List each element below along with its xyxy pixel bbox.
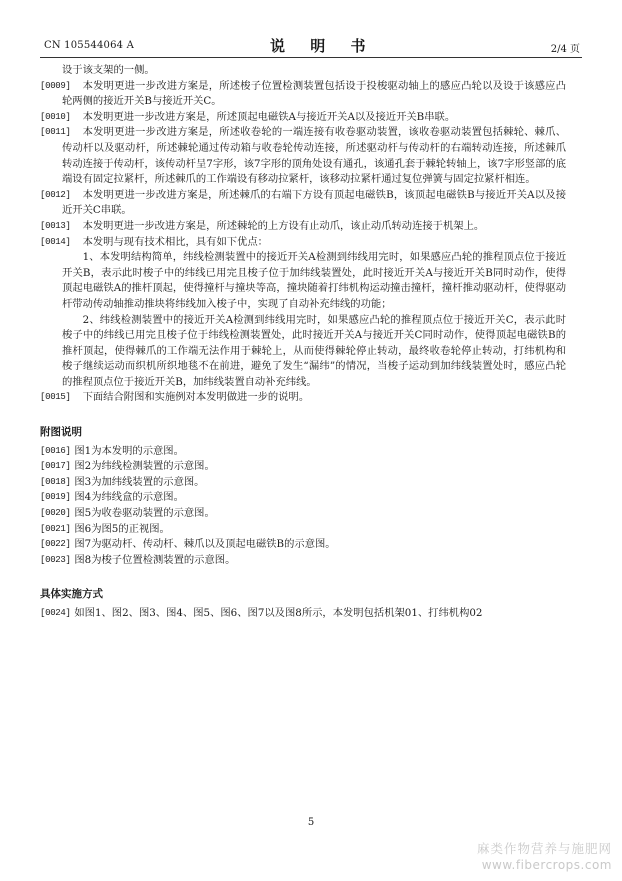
document-body bbox=[40, 63, 566, 622]
paragraph-number: [0016] bbox=[40, 445, 71, 456]
document-title: 说 明 书 bbox=[270, 37, 376, 55]
figure-caption-text: 图3为加纬线装置的示意图。 bbox=[74, 475, 205, 488]
paragraph-text: 本发明更进一步改进方案是，所述梭子位置检测装置包括设于投梭驱动轴上的感应凸轮以及设于该感应凸轮两侧的接近开关B与接近开关C。 bbox=[62, 79, 566, 108]
paragraph-number: [0023] bbox=[40, 554, 71, 565]
figure-caption-text: 图4为纬线盒的示意图。 bbox=[74, 491, 184, 504]
figure-caption-0016 bbox=[40, 444, 566, 460]
advantage-item-1: 1、本发明结构简单，纬线检测装置中的接近开关A检测到纬线用完时，如果感应凸轮的推程顶点位于接近开关B，表示此时梭子中的纬线已用完且梭子位于加纬线装置处，此时接近开关A与接近开关B同时动作，使得顶起电磁铁A的推杆顶起，使得撞杆与撞块等高，撞块随着打纬机构运动撞击撞杆，撞杆推动驱动杆，使得驱动杆带动传动轴推动推块将纬线加入梭子中，实现了自动补充纬线的功能； bbox=[62, 251, 566, 310]
paragraph-number: [0012] bbox=[40, 189, 71, 200]
watermark-title: 麻类作物营养与施肥网 bbox=[476, 841, 612, 856]
figure-caption-0023 bbox=[40, 553, 566, 569]
paragraph-number: [0014] bbox=[40, 236, 71, 247]
paragraph-text: 本发明更进一步改进方案是，所述收卷轮的一端连接有收卷驱动装置，该收卷驱动装置包括棘轮、棘爪、传动杆以及驱动杆，所述棘轮通过传动箱与收卷轮传动连接，所述驱动杆与传动杆的右端转动连接，所述棘爪转动连接于传动杆，该传动杆呈7字形，该7字形的顶角处设有通孔，该通孔套于棘轮转轴上，该7字形竖部的底端设有固定拉紧杆，所述棘爪的工作端设有移动拉紧杆，该移动拉紧杆通过复位弹簧与固定拉紧杆相连。 bbox=[62, 126, 566, 186]
paragraph-0024 bbox=[40, 606, 566, 622]
header-divider bbox=[40, 57, 582, 58]
paragraph-number: [0022] bbox=[40, 539, 71, 550]
paragraph-number: [0010] bbox=[40, 111, 71, 122]
paragraph-0011 bbox=[40, 125, 566, 187]
watermark-url: www.fibercrops.com bbox=[481, 858, 612, 872]
paragraph-number: [0018] bbox=[40, 476, 71, 487]
paragraph-0014 bbox=[40, 235, 566, 391]
paragraph-0013 bbox=[40, 219, 566, 235]
paragraph-number: [0009] bbox=[40, 80, 71, 91]
paragraph-0015 bbox=[40, 390, 566, 406]
figure-caption-0021 bbox=[40, 522, 566, 538]
paragraph-number: [0019] bbox=[40, 492, 71, 503]
paragraph-text: 如图1、图2、图3、图4、图5、图6、图7以及图8所示，本发明包括机架01、打纬机构02 bbox=[74, 607, 483, 619]
figure-caption-0017 bbox=[40, 459, 566, 475]
figure-caption-0022 bbox=[40, 537, 566, 553]
paragraph-0010 bbox=[40, 110, 566, 126]
paragraph-text: 下面结合附图和实施例对本发明做进一步的说明。 bbox=[82, 391, 310, 404]
paragraph-0012 bbox=[40, 188, 566, 219]
paragraph-text: 本发明与现有技术相比，具有如下优点： bbox=[82, 235, 268, 248]
figure-caption-0020 bbox=[40, 506, 566, 522]
paragraph-number: [0011] bbox=[40, 127, 71, 138]
patent-number: CN 105544064 A bbox=[44, 40, 135, 51]
paragraph-text: 设于该支架的一侧。 bbox=[62, 64, 155, 76]
intro-paragraph bbox=[62, 63, 566, 79]
paragraph-0009 bbox=[40, 79, 566, 110]
paragraph-number: [0015] bbox=[40, 392, 71, 403]
figures-heading: 附图说明 bbox=[40, 426, 82, 439]
page-number: 5 bbox=[307, 817, 315, 828]
paragraph-text: 本发明更进一步改进方案是，所述顶起电磁铁A与接近开关A以及接近开关B串联。 bbox=[82, 110, 456, 123]
paragraph-number: [0021] bbox=[40, 523, 71, 534]
paragraph-text: 本发明更进一步改进方案是，所述棘轮的上方设有止动爪，该止动爪转动连接于机架上。 bbox=[82, 219, 485, 232]
figure-caption-text: 图2为纬线检测装置的示意图。 bbox=[74, 460, 215, 473]
figure-caption-text: 图8为梭子位置检测装置的示意图。 bbox=[74, 553, 236, 566]
embodiment-heading: 具体实施方式 bbox=[40, 588, 103, 601]
figure-caption-text: 图5为收卷驱动装置的示意图。 bbox=[74, 507, 215, 520]
figure-caption-text: 图7为驱动杆、传动杆、棘爪以及顶起电磁铁B的示意图。 bbox=[74, 538, 336, 551]
page-indicator: 2/4 页 bbox=[550, 44, 580, 55]
paragraph-number: [0017] bbox=[40, 461, 71, 472]
figure-caption-text: 图6为图5的正视图。 bbox=[74, 522, 170, 535]
paragraph-text: 本发明更进一步改进方案是，所述棘爪的右端下方设有顶起电磁铁B，该顶起电磁铁B与接近开关A以及接近开关C串联。 bbox=[62, 188, 566, 217]
figure-caption-0019 bbox=[40, 490, 566, 506]
advantage-item-2: 2、纬线检测装置中的接近开关A检测到纬线用完时，如果感应凸轮的推程顶点位于接近开关C，表示此时梭子中的纬线已用完且梭子位于纬线检测装置处，此时接近开关A与接近开关C同时动作，使得顶起电磁铁B的推杆顶起，使得棘爪的工作端无法作用于棘轮上，从而使得棘轮停止转动，最终收卷轮停止转动，打纬机构和梭子继续运动而织机所织地毯不在前进，避免了发生“漏纬”的情况，当梭子运动到加纬线装置处时，感应凸轮的推程顶点位于接近开关B，加纬线装置自动补充纬线。 bbox=[62, 313, 566, 388]
site-watermark bbox=[477, 841, 612, 873]
figure-caption-0018 bbox=[40, 475, 566, 491]
figure-caption-text: 图1为本发明的示意图。 bbox=[74, 444, 184, 457]
paragraph-number: [0013] bbox=[40, 220, 71, 231]
paragraph-number: [0024] bbox=[40, 608, 71, 618]
paragraph-number: [0020] bbox=[40, 508, 71, 519]
